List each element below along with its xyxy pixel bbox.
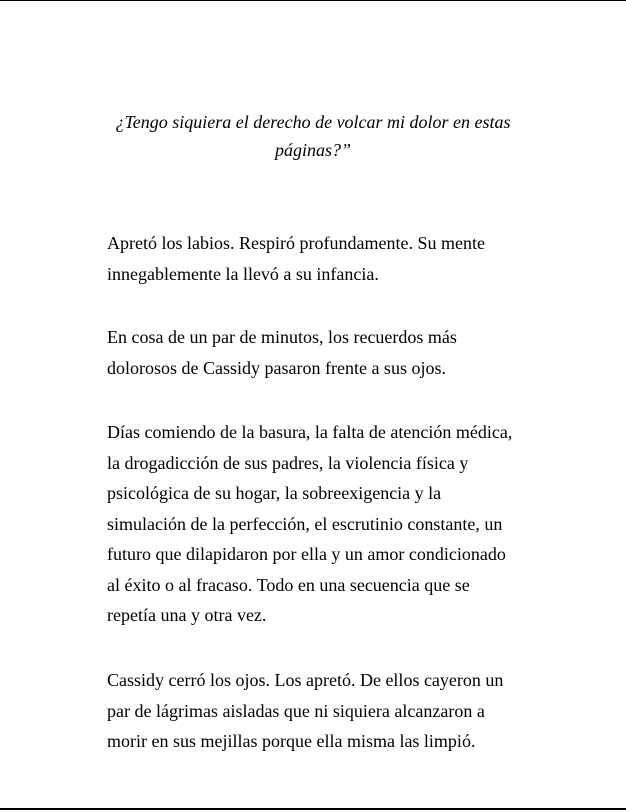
paragraph-line: morir en sus mejillas porque ella misma las limpió.: [107, 731, 476, 751]
paragraph-line: Apretó los labios. Respiró profundamente. Su mente: [107, 233, 485, 253]
paragraph-2: [107, 322, 547, 383]
paragraph-4: [107, 665, 547, 757]
paragraph-line: dolorosos de Cassidy pasaron frente a sus ojos.: [107, 357, 446, 378]
paragraph-line: psicológica de su hogar, la sobreexigencia y la: [107, 483, 442, 503]
quote-line: páginas?”: [274, 140, 352, 160]
paragraph-3: [107, 417, 547, 631]
page-bottom-border: [0, 808, 626, 810]
paragraph-line: innegablemente la llevó a su infancia.: [107, 263, 379, 284]
paragraph-1: [107, 228, 547, 289]
paragraph-line: simulación de la perfección, el escrutinio constante, un: [107, 513, 503, 534]
paragraph-line: repetía una y otra vez.: [107, 605, 267, 625]
paragraph-line: al éxito o al fracaso. Todo en una secuencia que se: [107, 574, 470, 595]
paragraph-line: Cassidy cerró los ojos. Los apretó. De ellos cayeron un: [107, 670, 504, 690]
italic-quote: [0, 108, 626, 164]
paragraph-line: la drogadicción de sus padres, la violencia física y: [107, 452, 469, 473]
paragraph-line: futuro que dilapidaron por ella y un amor condicionado: [107, 544, 506, 564]
page-top-border: [0, 0, 626, 1]
quote-line: ¿Tengo siquiera el derecho de volcar mi dolor en estas: [115, 112, 511, 132]
paragraph-line: par de lágrimas aisladas que ni siquiera alcanzaron a: [107, 700, 485, 721]
paragraph-line: En cosa de un par de minutos, los recuerdos más: [107, 327, 457, 347]
paragraph-line: Días comiendo de la basura, la falta de atención médica,: [107, 422, 513, 442]
